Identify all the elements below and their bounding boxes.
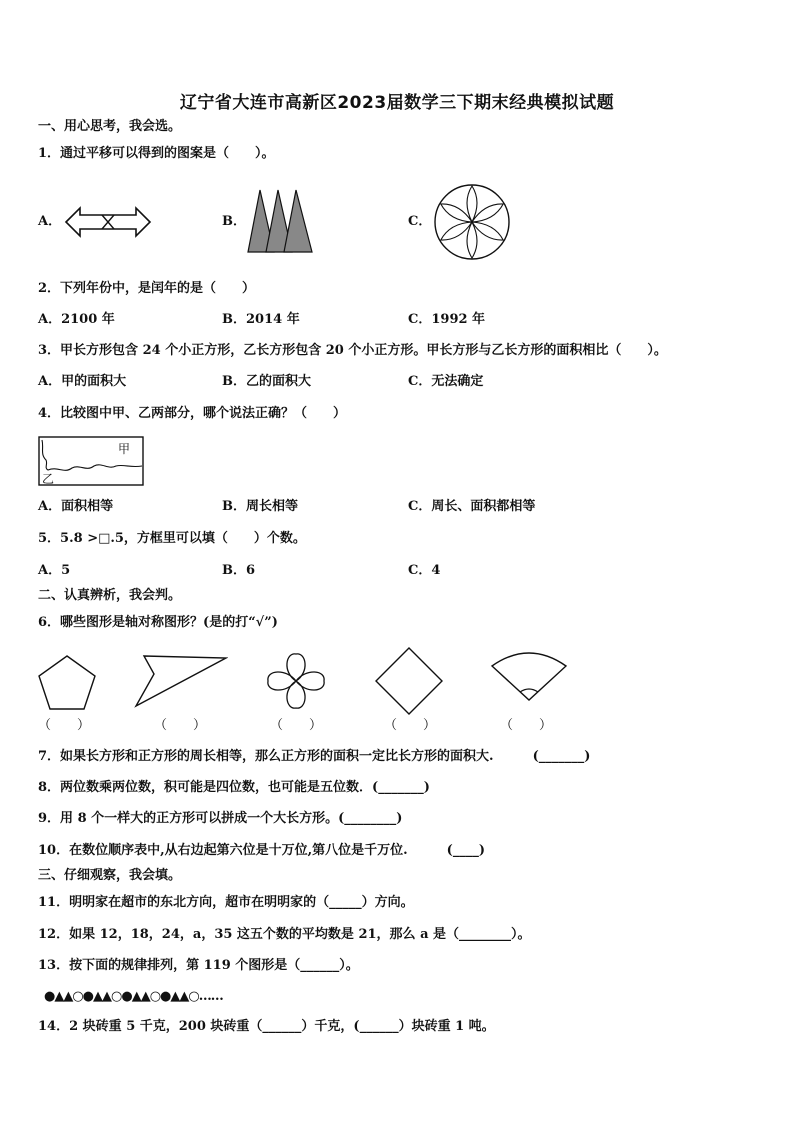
question-13: 13．按下面的规律排列，第 119 个图形是（______）。 [38,958,359,973]
double-arrow-figure [64,204,152,240]
q4-option-b[interactable]: B．周长相等 [222,499,298,514]
pentagon-figure [36,654,98,712]
q2-option-c[interactable]: C．1992 年 [408,312,486,327]
q4-label-jia: 甲 [118,442,131,456]
q3-option-b[interactable]: B．乙的面积大 [222,374,311,389]
question-6: 6．哪些图形是轴对称图形？(是的打“√”) [38,615,278,630]
question-10: 10．在数位顺序表中,从右边起第六位是十万位,第八位是千万位. (____) [38,843,485,858]
question-9: 9．用 8 个一样大的正方形可以拼成一个大长方形。(________) [38,811,403,826]
q2-option-b[interactable]: B．2014 年 [222,312,300,327]
q5-option-b[interactable]: B．6 [222,563,256,578]
question-1: 1．通过平移可以得到的图案是（ ）。 [38,146,275,161]
q6-answer-paren-4[interactable]: （ ） [384,718,437,733]
fan-figure [490,648,568,702]
question-11: 11．明明家在超市的东北方向，超市在明明家的（_____）方向。 [38,895,414,910]
q6-answer-paren-2[interactable]: （ ） [154,718,207,733]
q13-shape-pattern: ●▲▲○●▲▲○●▲▲○●▲▲○…… [44,989,223,1004]
q2-option-a[interactable]: A．2100 年 [38,312,115,327]
question-7: 7．如果长方形和正方形的周长相等，那么正方形的面积一定比长方形的面积大. (_______) [38,749,591,764]
q4-label-yi: 乙 [42,472,55,486]
question-4: 4．比较图中甲、乙两部分，哪个说法正确？（ ） [38,406,347,421]
flower-circle-figure [432,182,512,262]
question-12: 12．如果 12，18，24，a，35 这五个数的平均数是 21，那么 a 是（________）。 [38,927,531,942]
question-5: 5．5.8 >□.5，方框里可以填（ ）个数。 [38,531,306,546]
q4-option-a[interactable]: A．面积相等 [38,499,114,514]
q1-option-c-label[interactable]: C． [408,214,432,229]
diamond-figure [374,646,444,716]
q6-answer-paren-1[interactable]: （ ） [38,718,91,733]
section-1-heading: 一、用心思考，我会选。 [38,119,182,134]
q3-option-c[interactable]: C．无法确定 [408,374,484,389]
q5-option-c[interactable]: C．4 [408,563,441,578]
q4-option-c[interactable]: C．周长、面积都相等 [408,499,536,514]
section-2-heading: 二、认真辨析，我会判。 [38,588,182,603]
three-triangles-figure [246,188,316,254]
q5-option-a[interactable]: A．5 [38,563,71,578]
four-leaf-figure [264,650,328,712]
question-2: 2．下列年份中，是闰年的是（ ） [38,281,256,296]
q3-option-a[interactable]: A．甲的面积大 [38,374,127,389]
quadrilateral-figure [132,654,228,708]
section-3-heading: 三、仔细观察，我会填。 [38,868,182,883]
q1-option-a-label[interactable]: A． [38,214,62,229]
question-8: 8．两位数乘两位数，积可能是四位数，也可能是五位数．(_______) [38,780,430,795]
question-3: 3．甲长方形包含 24 个小正方形，乙长方形包含 20 个小正方形。甲长方形与乙长方形的面积相比（ ）。 [38,343,667,358]
q6-answer-paren-5[interactable]: （ ） [500,718,553,733]
question-14: 14．2 块砖重 5 千克，200 块砖重（______）千克，(______）块砖重 1 吨。 [38,1019,495,1034]
page-title: 辽宁省大连市高新区2023届数学三下期末经典模拟试题 [179,93,615,113]
q6-answer-paren-3[interactable]: （ ） [270,718,323,733]
q1-option-b-label[interactable]: B． [222,214,246,229]
